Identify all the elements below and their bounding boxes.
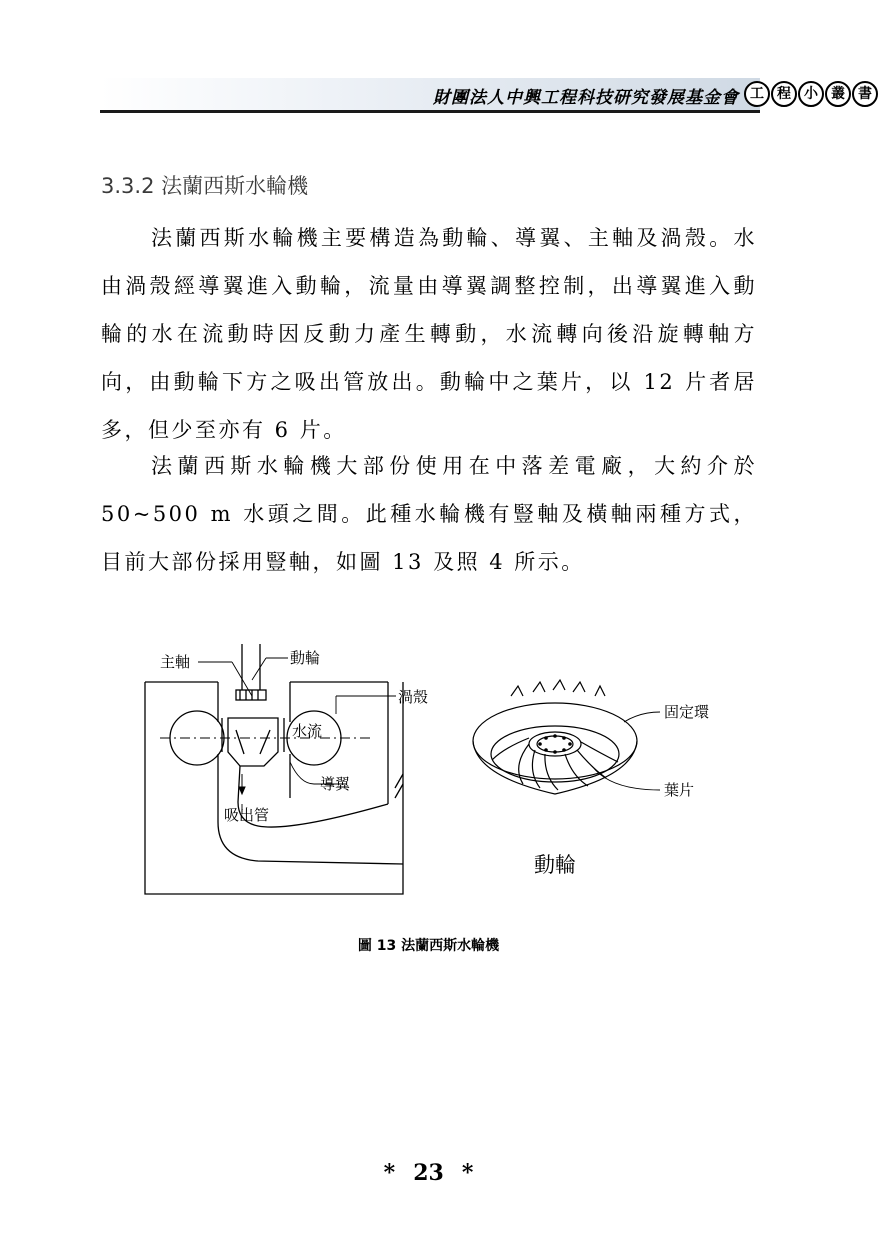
label-water-flow: 水流 xyxy=(292,722,323,740)
runner-hub xyxy=(228,718,278,766)
label-scroll-case: 渦殼 xyxy=(398,688,429,706)
page-number: 23 xyxy=(413,1160,444,1186)
page-footer xyxy=(0,1160,857,1186)
label-guide-vane: 導翼 xyxy=(320,775,351,793)
footer-star: * xyxy=(461,1160,474,1186)
label-main-shaft: 主軸 xyxy=(160,653,191,671)
figure-caption: 圖 13 法蘭西斯水輪機 xyxy=(357,938,500,954)
body-paragraph-1: 法蘭西斯水輪機主要構造為動輪、導翼、主軸及渦殼。水由渦殼經導翼進入動輪，流量由導翼調整控制，出導翼進入動輪的水在流動時因反動力產生轉動，水流轉向後沿旋轉軸方向，由動輪下方之吸出管放出。動輪中之葉片，以 12 片者居多，但少至亦有 6 片。 xyxy=(101,226,757,442)
header-rule xyxy=(100,110,760,113)
series-badge-char: 工 xyxy=(744,81,770,107)
body-paragraph-2: 法蘭西斯水輪機大部份使用在中落差電廠，大約介於50~500 m 水頭之間。此種水輪機有豎軸及橫軸兩種方式，目前大部份採用豎軸，如圖 13 及照 4 所示。 xyxy=(101,454,757,574)
series-badge-char: 程 xyxy=(771,81,797,107)
francis-turbine-figure xyxy=(140,636,740,908)
series-badge-char: 叢 xyxy=(825,81,851,107)
section-heading: 3.3.2 法蘭西斯水輪機 xyxy=(101,174,309,198)
series-badge-char: 書 xyxy=(852,81,878,107)
label-fixed-ring: 固定環 xyxy=(664,703,710,721)
label-draft-tube: 吸出管 xyxy=(224,806,270,824)
label-runner-top: 動輪 xyxy=(290,649,321,667)
footer-star: * xyxy=(383,1160,396,1186)
label-blade: 葉片 xyxy=(664,781,695,799)
series-badge xyxy=(744,81,878,107)
series-badge-char: 小 xyxy=(798,81,824,107)
header-title: 財團法人中興工程科技研究發展基金會 xyxy=(433,88,739,108)
label-runner-title: 動輪 xyxy=(534,853,576,877)
